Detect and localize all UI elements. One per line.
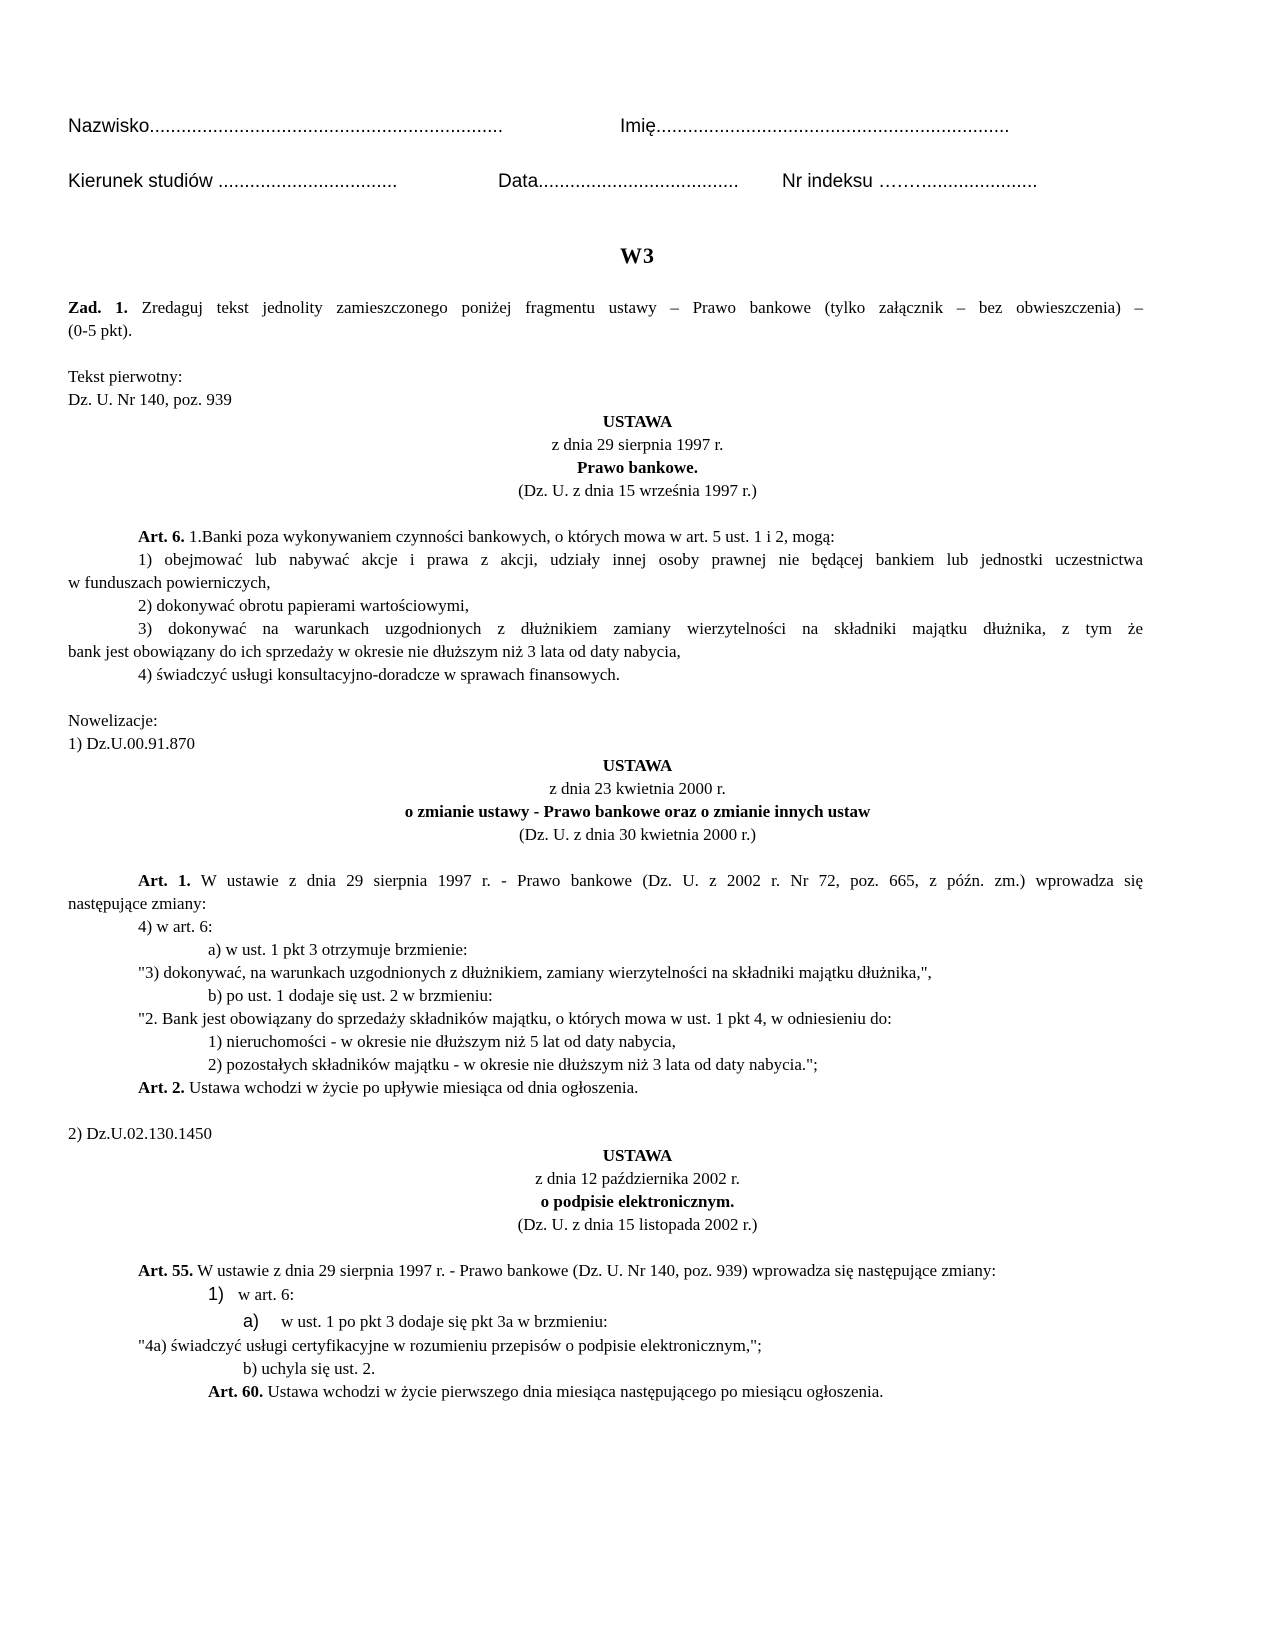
amendment-2-sub-b: b) uchyla się ust. 2.	[243, 1359, 376, 1378]
amendment-1-date: z dnia 23 kwietnia 2000 r.	[549, 779, 726, 798]
amendment-1-publication: (Dz. U. z dnia 30 kwietnia 2000 r.)	[519, 825, 756, 844]
act-heading: USTAWA	[602, 412, 673, 431]
amendment-2-point-1-number: 1)	[208, 1284, 225, 1304]
amendment-1-quote-2: "2. Bank jest obowiązany do sprzedaży składników majątku, o których mowa w ust. 1 pkt 4, w odniesieniu do:	[138, 1009, 892, 1028]
amendment-2-name: o podpisie elektronicznym.	[540, 1192, 735, 1211]
amendment-2-article-60-text: Ustawa wchodzi w życie pierwszego dnia miesiąca następującego po miesiącu ogłoszenia.	[263, 1382, 884, 1401]
article-6-item-2: 2) dokonywać obrotu papierami wartościowymi,	[138, 596, 469, 615]
amendment-2-article-55-text: W ustawie z dnia 29 sierpnia 1997 r. - Prawo bankowe (Dz. U. Nr 140, poz. 939) wprowadza się następujące zmiany:	[193, 1261, 997, 1280]
article-6-intro	[138, 525, 835, 548]
amendment-1-article-1-line-1	[138, 869, 1143, 892]
amendment-2-date: z dnia 12 października 2002 r.	[535, 1169, 740, 1188]
article-6-item-1-line-1: 1) obejmować lub nabywać akcje i prawa z akcji, udziały innej osoby prawnej nie będącej bankiem lub jednostki uczestnictwa	[138, 550, 1143, 569]
amendment-1-article-2-label: Art. 2.	[138, 1078, 185, 1097]
amendments-label: Nowelizacje:	[68, 711, 158, 730]
amendment-1-quote-item-1: 1) nieruchomości - w okresie nie dłuższym niż 5 lat od daty nabycia,	[208, 1032, 676, 1051]
amendment-1-ref: 1) Dz.U.00.91.870	[68, 734, 196, 753]
amendment-2-point-1	[208, 1283, 294, 1306]
date-field: Data......................................	[498, 171, 739, 192]
amendment-1-sub-a: a) w ust. 1 pkt 3 otrzymuje brzmienie:	[208, 940, 468, 959]
original-source: Dz. U. Nr 140, poz. 939	[68, 390, 232, 409]
task-line-2: (0-5 pkt).	[68, 321, 133, 340]
article-6-text: 1.Banki poza wykonywaniem czynności bankowych, o których mowa w art. 5 ust. 1 i 2, mogą:	[184, 527, 835, 546]
amendment-2-article-55-label: Art. 55.	[138, 1261, 194, 1280]
amendment-2-article-60	[208, 1380, 884, 1403]
amendment-1-point-4: 4) w art. 6:	[138, 917, 213, 936]
document-title: W3	[620, 243, 655, 268]
act-date: z dnia 29 sierpnia 1997 r.	[551, 435, 724, 454]
amendment-1-article-1-line-2: następujące zmiany:	[68, 894, 207, 913]
first-name-field: Imię...................................................................	[620, 116, 1010, 137]
amendment-2-publication: (Dz. U. z dnia 15 listopada 2002 r.)	[517, 1215, 758, 1234]
amendment-2-sub-a-text: w ust. 1 po pkt 3 dodaje się pkt 3a w brzmieniu:	[281, 1312, 608, 1331]
amendment-1-heading: USTAWA	[602, 756, 673, 775]
article-6-item-4: 4) świadczyć usługi konsultacyjno-doradcze w sprawach finansowych.	[138, 665, 620, 684]
amendment-1-article-1-text: W ustawie z dnia 29 sierpnia 1997 r. - Prawo bankowe (Dz. U. z 2002 r. Nr 72, poz. 665, z późn. zm.) wprowadza się	[190, 871, 1143, 890]
amendment-1-sub-b: b) po ust. 1 dodaje się ust. 2 w brzmieniu:	[208, 986, 493, 1005]
act-publication: (Dz. U. z dnia 15 września 1997 r.)	[518, 481, 757, 500]
article-6-item-3-line-2: bank jest obowiązany do ich sprzedaży w okresie nie dłuższym niż 3 lata od daty nabycia,	[68, 642, 681, 661]
amendment-2-ref: 2) Dz.U.02.130.1450	[68, 1124, 213, 1143]
amendment-2-point-1-text: w art. 6:	[238, 1285, 295, 1304]
amendment-2-sub-a-letter: a)	[243, 1311, 260, 1331]
amendment-2-article-55	[138, 1259, 996, 1282]
original-text-label: Tekst pierwotny:	[68, 367, 183, 386]
amendment-2-article-60-label: Art. 60.	[208, 1382, 264, 1401]
amendment-1-article-2-text: Ustawa wchodzi w życie po upływie miesiąca od dnia ogłoszenia.	[184, 1078, 639, 1097]
task-line-1	[68, 296, 1143, 319]
surname-field: Nazwisko...................................................................	[68, 116, 503, 137]
amendment-2-quote-4a: "4a) świadczyć usługi certyfikacyjne w rozumieniu przepisów o podpisie elektronicznym,";	[138, 1336, 762, 1355]
amendment-2-sub-a	[243, 1310, 608, 1333]
article-6-item-1-line-2: w funduszach powierniczych,	[68, 573, 271, 592]
field-of-study-field: Kierunek studiów ..................................	[68, 171, 398, 192]
act-name: Prawo bankowe.	[577, 458, 698, 477]
article-6-label: Art. 6.	[138, 527, 185, 546]
task-text: Zredaguj tekst jednolity zamieszczonego poniżej fragmentu ustawy – Prawo bankowe (tylko załącznik – bez obwieszczenia) –	[141, 298, 1144, 317]
amendment-1-quote-3: "3) dokonywać, na warunkach uzgodnionych z dłużnikiem, zamiany wierzytelności na składniki majątku dłużnika,",	[138, 963, 932, 982]
amendment-1-article-1-label: Art. 1.	[138, 871, 191, 890]
task-label: Zad. 1.	[68, 298, 128, 317]
amendment-1-article-2	[138, 1076, 638, 1099]
index-number-field: Nr indeksu ….…......................	[782, 171, 1038, 192]
article-6-item-3-line-1: 3) dokonywać na warunkach uzgodnionych z dłużnikiem zamiany wierzytelności na składniki majątku dłużnika, z tym że	[138, 619, 1143, 638]
amendment-2-heading: USTAWA	[602, 1146, 673, 1165]
amendment-1-name: o zmianie ustawy - Prawo bankowe oraz o zmianie innych ustaw	[404, 802, 871, 821]
amendment-1-quote-item-2: 2) pozostałych składników majątku - w okresie nie dłuższym niż 3 lata od daty nabycia.";	[208, 1055, 818, 1074]
